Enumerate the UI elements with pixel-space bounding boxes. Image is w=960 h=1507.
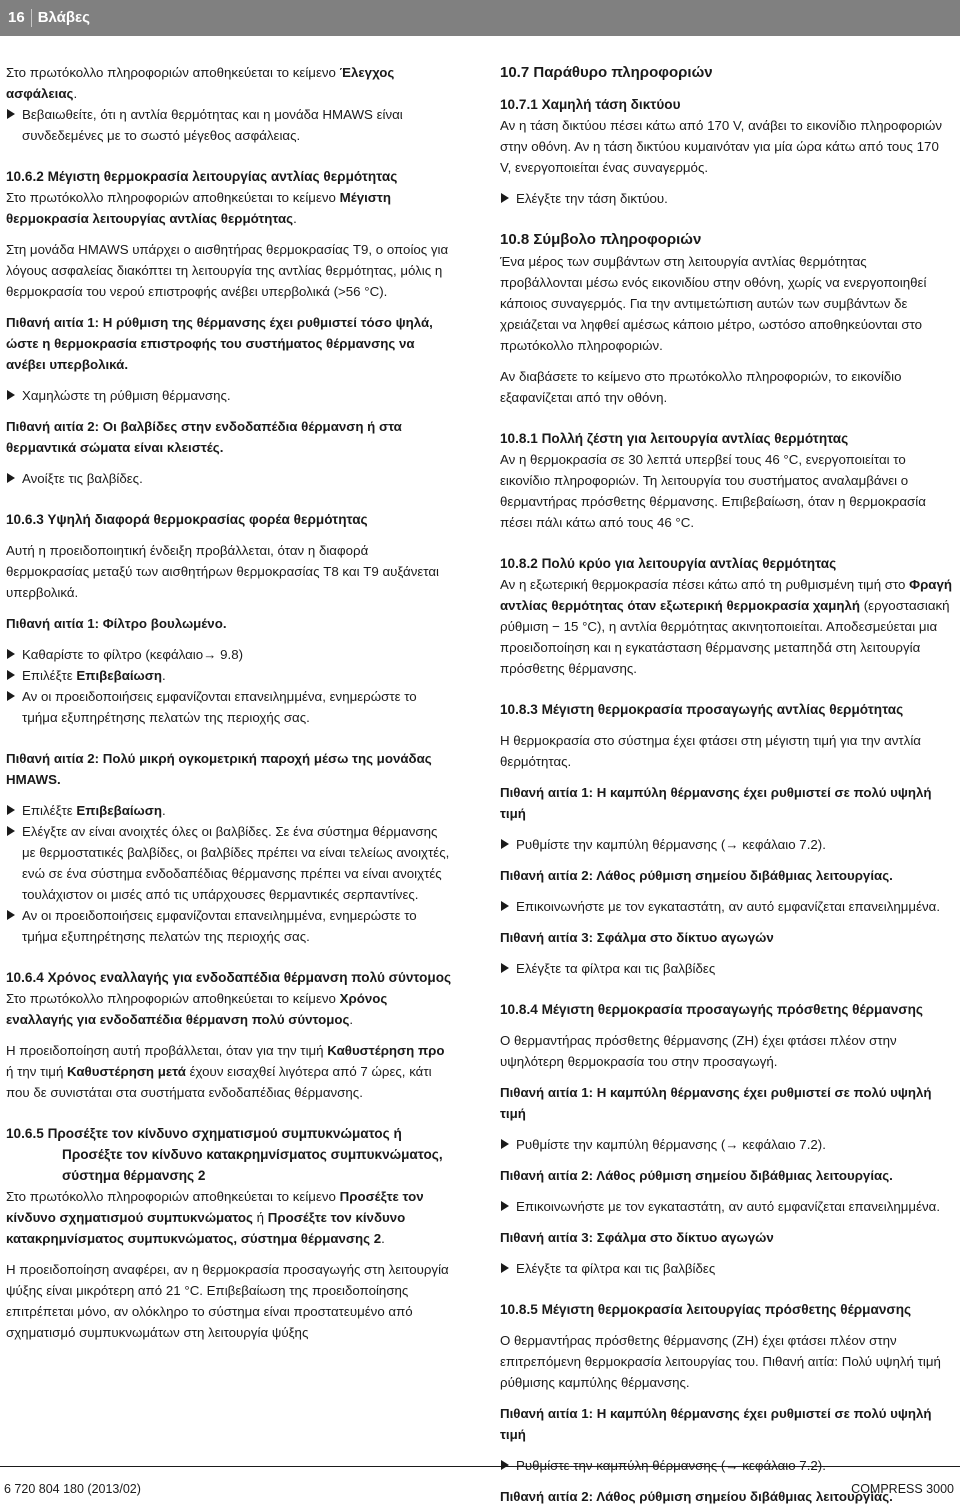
section-heading: 10.6.3 Υψηλή διαφορά θερμοκρασίας φορέα θερμότητας <box>6 512 368 527</box>
left-column <box>6 62 453 1343</box>
arrow-bullet-icon <box>7 805 15 815</box>
page-number: 16 <box>8 9 25 26</box>
bullet-item: Επικοινωνήστε με τον εγκαταστάτη, αν αυτό εμφανίζεται επανειλημμένα. <box>500 896 952 917</box>
paragraph: Στο πρωτόκολλο πληροφοριών αποθηκεύεται το κείμενο Προσέξτε τον κίνδυνο σχηματισμού συμπυκνώματος ή Προσέξτε τον κίνδυνο κατακρημνίσματος συμπυκνώματος, σύστημα θέρμανσης 2. <box>6 1189 424 1246</box>
arrow-bullet-icon <box>501 963 509 973</box>
arrow-bullet-icon <box>7 109 15 119</box>
cause-heading: Πιθανή αιτία 2: Λάθος ρύθμιση σημείου διβάθμιας λειτουργίας. <box>500 1168 893 1183</box>
document-code: 6 720 804 180 (2013/02) <box>4 1482 141 1496</box>
bullet-item: Ρυθμίστε την καμπύλη θέρμανσης (→ κεφάλαιο 7.2). <box>500 1134 952 1155</box>
arrow-bullet-icon <box>501 1263 509 1273</box>
bullet-item: Επικοινωνήστε με τον εγκαταστάτη, αν αυτό εμφανίζεται επανειλημμένα. <box>500 1196 952 1217</box>
bullet-item: Ρυθμίστε την καμπύλη θέρμανσης (→ κεφάλαιο 7.2). <box>500 834 952 855</box>
paragraph: Στο πρωτόκολλο πληροφοριών αποθηκεύεται το κείμενο Χρόνος εναλλαγής για ενδοδαπέδια θέρμανση πολύ σύντομος. <box>6 991 388 1027</box>
product-name: COMPRESS 3000 <box>851 1482 954 1496</box>
bullet-item: Ρυθμίστε την καμπύλη θέρμανσης (→ κεφάλαιο 7.2). <box>500 1455 952 1476</box>
paragraph: Στο πρωτόκολλο πληροφοριών αποθηκεύεται το κείμενο Μέγιστη θερμοκρασία λειτουργίας αντλίας θερμότητας. <box>6 190 391 226</box>
bullet-item: Ελέγξτε τα φίλτρα και τις βαλβίδες <box>500 1258 952 1279</box>
paragraph: Αν διαβάσετε το κείμενο στο πρωτόκολλο πληροφοριών, το εικονίδιο εξαφανίζεται από την οθόνη. <box>500 369 902 405</box>
paragraph: Ο θερμαντήρας πρόσθετης θέρμανσης (ZH) έχει φτάσει πλέον στην επιτρεπόμενη θερμοκρασία λειτουργίας του. Πιθανή αιτία: Πολύ υψηλή τιμή ρύθμισης καμπύλης θέρμανσης. <box>500 1333 941 1390</box>
bullet-item: Ελέγξτε τα φίλτρα και τις βαλβίδες <box>500 958 952 979</box>
section-heading: 10.6.2 Μέγιστη θερμοκρασία λειτουργίας αντλίας θερμότητας <box>6 169 398 184</box>
arrow-bullet-icon <box>501 839 509 849</box>
bullet-item: Βεβαιωθείτε, ότι η αντλία θερμότητας και η μονάδα HMAWS είναι συνδεδεμένες με το σωστό μέγεθος ασφάλειας. <box>6 104 453 146</box>
paragraph: Η προειδοποίηση αυτή προβάλλεται, όταν για την τιμή Καθυστέρηση προ ή την τιμή Καθυστέρηση μετά έχουν εισαχθεί λιγότερα από 7 ώρες, κάτι που δε συνιστάται στα συστήματα ενδοδαπέδιας θέρμανσης. <box>6 1043 445 1100</box>
chapter-title: Βλάβες <box>37 9 90 26</box>
paragraph: Στη μονάδα HMAWS υπάρχει ο αισθητήρας θερμοκρασίας T9, ο οποίος για λόγους ασφαλείας διακόπτει τη λειτουργία της αντλίας θερμότητας, μόλις η θερμοκρασία του νερού επιστροφής ανέβει υπερβολικά (>56 °C). <box>6 242 449 299</box>
bullet-item: Καθαρίστε το φίλτρο (κεφάλαιο→ 9.8) <box>6 644 453 665</box>
arrow-bullet-icon <box>7 826 15 836</box>
arrow-bullet-icon <box>501 901 509 911</box>
paragraph: Στο πρωτόκολλο πληροφοριών αποθηκεύεται το κείμενο Έλεγχος ασφάλειας. <box>6 65 395 101</box>
arrow-bullet-icon <box>501 1201 509 1211</box>
paragraph: Ο θερμαντήρας πρόσθετης θέρμανσης (ZH) έχει φτάσει πλέον στην υψηλότερη θερμοκρασία του στην προσαγωγή. <box>500 1033 897 1069</box>
section-heading: 10.6.5 Προσέξτε τον κίνδυνο σχηματισμού συμπυκνώματος ή Προσέξτε τον κίνδυνο κατακρημνίσματος συμπυκνώματος, σύστημα θέρμανσης 2 <box>6 1126 443 1183</box>
bullet-item: Επιλέξτε Επιβεβαίωση. <box>6 800 453 821</box>
paragraph: Αυτή η προειδοποιητική ένδειξη προβάλλεται, όταν η διαφορά θερμοκρασίας μεταξύ των αισθητήρων θερμοκρασίας T8 και T9 αυξάνεται υπερβολικά. <box>6 543 439 600</box>
page-footer <box>0 1466 960 1501</box>
right-column <box>500 62 952 1507</box>
arrow-bullet-icon <box>501 1139 509 1149</box>
bullet-item: Αν οι προειδοποιήσεις εμφανίζονται επανειλημμένα, ενημερώστε το τμήμα εξυπηρέτησης πελατών της περιοχής σας. <box>6 686 453 728</box>
arrow-bullet-icon <box>7 473 15 483</box>
section-heading: 10.8.4 Μέγιστη θερμοκρασία προσαγωγής πρόσθετης θέρμανσης <box>500 1002 923 1017</box>
cause-heading: Πιθανή αιτία 3: Σφάλμα στο δίκτυο αγωγών <box>500 1230 774 1245</box>
cause-heading: Πιθανή αιτία 1: Η καμπύλη θέρμανσης έχει ρυθμιστεί σε πολύ υψηλή τιμή <box>500 1406 932 1442</box>
section-heading: 10.8.2 Πολύ κρύο για λειτουργία αντλίας θερμότητας <box>500 556 837 571</box>
arrow-bullet-icon <box>501 193 509 203</box>
section-heading: 10.6.4 Χρόνος εναλλαγής για ενδοδαπέδια θέρμανση πολύ σύντομος <box>6 970 452 985</box>
bullet-item: Χαμηλώστε τη ρύθμιση θέρμανσης. <box>6 385 453 406</box>
bullet-item: Επιλέξτε Επιβεβαίωση. <box>6 665 453 686</box>
bullet-item: Ανοίξτε τις βαλβίδες. <box>6 468 453 489</box>
bullet-item: Αν οι προειδοποιήσεις εμφανίζονται επανειλημμένα, ενημερώστε το τμήμα εξυπηρέτησης πελατών της περιοχής σας. <box>6 905 453 947</box>
cause-heading: Πιθανή αιτία 2: Λάθος ρύθμιση σημείου διβάθμιας λειτουργίας. <box>500 868 893 883</box>
section-heading: 10.8.1 Πολλή ζέστη για λειτουργία αντλίας θερμότητας <box>500 431 849 446</box>
page-header <box>0 0 960 36</box>
section-heading: 10.8.3 Μέγιστη θερμοκρασία προσαγωγής αντλίας θερμότητας <box>500 702 904 717</box>
cause-heading: Πιθανή αιτία 2: Λάθος ρύθμιση σημείου διβάθμιας λειτουργίας. <box>500 1489 893 1504</box>
cause-heading: Πιθανή αιτία 1: Η καμπύλη θέρμανσης έχει ρυθμιστεί σε πολύ υψηλή τιμή <box>500 1085 932 1121</box>
cause-heading: Πιθανή αιτία 3: Σφάλμα στο δίκτυο αγωγών <box>500 930 774 945</box>
arrow-bullet-icon <box>7 691 15 701</box>
cause-heading: Πιθανή αιτία 2: Οι βαλβίδες στην ενδοδαπέδια θέρμανση ή στα θερμαντικά σώματα είναι κλειστές. <box>6 419 402 455</box>
cause-heading: Πιθανή αιτία 1: Φίλτρο βουλωμένο. <box>6 616 227 631</box>
section-heading: 10.8 Σύμβολο πληροφοριών <box>500 231 702 248</box>
paragraph: Αν η εξωτερική θερμοκρασία πέσει κάτω από τη ρυθμισμένη τιμή στο Φραγή αντλίας θερμότητας όταν εξωτερική θερμοκρασία χαμηλή (εργοστασιακή ρύθμιση − 15 °C), η αντλία θερμότητας ακινητοποιείται. Αποδεσμεύεται μια προειδοποίηση και η εγκατάσταση θέρμανσης μεταπηδά στη λειτουργία πρόσθετης θέρμανσης. <box>500 577 952 676</box>
paragraph: Η προειδοποίηση αναφέρει, αν η θερμοκρασία προσαγωγής στη λειτουργία ψύξης είναι μικρότερη από 21 °C. Επιβεβαίωση της προειδοποίησης επιτρέπεται μόνο, αν ολόκληρο το σύστημα είναι προστατευμένο από σχηματισμό συμπυκνωμάτων στη λειτουργία ψύξης <box>6 1262 449 1340</box>
arrow-bullet-icon <box>7 670 15 680</box>
arrow-bullet-icon <box>7 910 15 920</box>
section-heading: 10.7 Παράθυρο πληροφοριών <box>500 64 713 81</box>
bullet-item: Ελέγξτε αν είναι ανοιχτές όλες οι βαλβίδες. Σε ένα σύστημα θέρμανσης με θερμοστατικές βαλβίδες, οι βαλβίδες πρέπει να είναι τελείως ανοιχτές, ενώ σε ένα σύστημα ενδοδαπέδιας θέρμανσης πρέπει να είναι ανοιχτές τουλάχιστον οι μισές από τις υπάρχουσες θερμαντικές σερπαντίνες. <box>6 821 453 905</box>
section-heading: 10.7.1 Χαμηλή τάση δικτύου <box>500 97 681 112</box>
paragraph: Ένα μέρος των συμβάντων στη λειτουργία αντλίας θερμότητας προβάλλονται μέσω ενός εικονιδίου στην οθόνη, χωρίς να ενεργοποιηθεί κάποιος συναγερμός. Για την αντιμετώπιση αυτών των συμβάντων δε χρειάζεται να ληφθεί αμέσως κάποιο μέτρο, ωστόσο αποθηκεύονται στο πρωτόκολλο πληροφοριών. <box>500 254 927 353</box>
section-heading: 10.8.5 Μέγιστη θερμοκρασία λειτουργίας πρόσθετης θέρμανσης <box>500 1302 912 1317</box>
arrow-bullet-icon <box>7 390 15 400</box>
cause-heading: Πιθανή αιτία 1: Η ρύθμιση της θέρμανσης έχει ρυθμιστεί τόσο ψηλά, ώστε η θερμοκρασία επιστροφής του συστήματος θέρμανσης να ανέβει υπερβολικά. <box>6 315 433 372</box>
cause-heading: Πιθανή αιτία 1: Η καμπύλη θέρμανσης έχει ρυθμιστεί σε πολύ υψηλή τιμή <box>500 785 932 821</box>
paragraph: Η θερμοκρασία στο σύστημα έχει φτάσει στη μέγιστη τιμή για την αντλία θερμότητας. <box>500 733 921 769</box>
arrow-bullet-icon <box>7 649 15 659</box>
header-divider <box>31 9 32 27</box>
cause-heading: Πιθανή αιτία 2: Πολύ μικρή ογκομετρική παροχή μέσω της μονάδας HMAWS. <box>6 751 432 787</box>
bullet-item: Ελέγξτε την τάση δικτύου. <box>500 188 952 209</box>
paragraph: Αν η θερμοκρασία σε 30 λεπτά υπερβεί τους 46 °C, ενεργοποιείται το εικονίδιο πληροφοριών. Τη λειτουργία του συστήματος αναλαμβάνει ο θερμαντήρας πρόσθετης θέρμανσης. Επιβεβαίωση, όταν η θερμοκρασία πέσει πάλι κάτω από τους 46 °C. <box>500 452 926 530</box>
paragraph: Αν η τάση δικτύου πέσει κάτω από 170 V, ανάβει το εικονίδιο πληροφοριών στην οθόνη. Αν η τάση δικτύου κυμαινόταν για μία ώρα κάτω από τους 170 V, ενεργοποιείται ένας συναγερμός. <box>500 118 943 175</box>
